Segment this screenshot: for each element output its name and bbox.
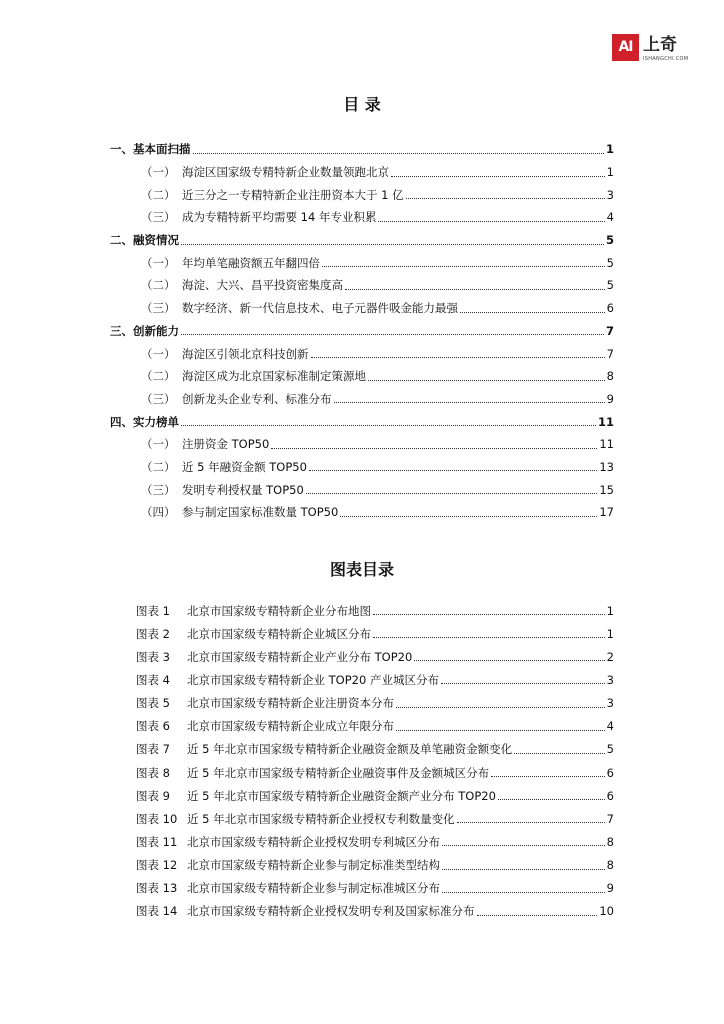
entry-page-number: 9 [606,391,614,406]
entry-number: （三） [141,210,176,225]
entry-title: 海淀、大兴、昌平投资密集度高 [182,278,343,293]
entry-number: 三、 [110,323,133,338]
dot-leader [457,822,605,823]
entry-title: 北京市国家级专精特新企业城区分布 [187,626,371,641]
entry-number: 图表 9 [136,788,170,803]
figure-entry[interactable] [136,738,614,761]
figure-entry[interactable] [136,599,614,622]
entry-page-number: 4 [606,210,614,225]
dot-leader [368,380,605,381]
dot-leader [514,753,605,754]
entry-title: 海淀区引领北京科技创新 [182,346,309,361]
dot-leader [378,221,604,222]
figure-entry[interactable] [136,830,614,853]
toc-section-entry[interactable] [110,183,614,206]
table-of-contents [110,138,614,524]
entry-number: （二） [141,459,176,474]
entry-page-number: 13 [599,459,614,474]
dot-leader [396,707,605,708]
dot-leader [414,660,604,661]
toc-section-entry[interactable] [110,206,614,229]
entry-title: 近三分之一专精特新企业注册资本大于 1 亿 [182,187,404,202]
brand-logo [612,34,694,66]
entry-title: 北京市国家级专精特新企业成立年限分布 [187,719,394,734]
dot-leader [442,845,605,846]
entry-number: 图表 1 [136,603,170,618]
entry-page-number: 8 [606,834,614,849]
entry-title: 创新能力 [133,323,179,338]
entry-page-number: 3 [606,672,614,687]
toc-section-entry[interactable] [110,342,614,365]
entry-page-number: 7 [606,811,614,826]
dot-leader [340,516,597,517]
dot-leader [442,892,605,893]
dot-leader [181,244,604,245]
entry-page-number: 5 [606,278,614,293]
entry-page-number: 4 [606,719,614,734]
toc-chapter-entry[interactable] [110,410,614,433]
entry-number: 图表 7 [136,742,170,757]
dot-leader [460,312,605,313]
toc-section-entry[interactable] [110,365,614,388]
figure-list-title: 图表目录 [329,560,394,579]
entry-number: 图表 11 [136,834,178,849]
entry-page-number: 8 [606,369,614,384]
entry-number: 图表 2 [136,626,170,641]
entry-number: 一、 [110,142,133,157]
toc-section-entry[interactable] [110,274,614,297]
dot-leader [491,776,605,777]
dot-leader [345,289,605,290]
entry-number: 图表 3 [136,649,170,664]
entry-title: 数字经济、新一代信息技术、电子元器件吸金能力最强 [182,301,458,316]
entry-number: 图表 8 [136,765,170,780]
entry-number: 二、 [110,233,133,248]
entry-number: 图表 12 [136,858,178,873]
figure-entry[interactable] [136,761,614,784]
figure-entry[interactable] [136,645,614,668]
entry-number: 图表 14 [136,904,178,919]
dot-leader [181,334,604,335]
entry-page-number: 3 [606,187,614,202]
entry-number: 图表 4 [136,672,170,687]
toc-section-entry[interactable] [110,388,614,411]
toc-section-entry[interactable] [110,251,614,274]
entry-page-number: 5 [606,255,614,270]
dot-leader [322,266,605,267]
entry-title: 发明专利授权量 TOP50 [182,482,304,497]
figure-entry[interactable] [136,692,614,715]
entry-number: （一） [141,165,176,180]
entry-title: 北京市国家级专精特新企业注册资本分布 [187,696,394,711]
dot-leader [193,153,604,154]
entry-title: 北京市国家级专精特新企业 TOP20 产业城区分布 [187,672,439,687]
dot-leader [498,799,605,800]
toc-chapter-entry[interactable] [110,229,614,252]
toc-section-entry[interactable] [110,501,614,524]
entry-title: 融资情况 [133,233,179,248]
entry-page-number: 5 [605,233,614,248]
entry-number: （二） [141,278,176,293]
entry-page-number: 1 [606,603,614,618]
entry-page-number: 1 [606,165,614,180]
dot-leader [181,425,596,426]
dot-leader [309,470,597,471]
entry-title: 近 5 年融资金额 TOP50 [182,459,307,474]
entry-title: 北京市国家级专精特新企业参与制定标准类型结构 [187,858,440,873]
entry-page-number: 11 [599,437,614,452]
entry-number: （二） [141,187,176,202]
entry-number: （三） [141,301,176,316]
toc-section-entry[interactable] [110,478,614,501]
dot-leader [396,730,605,731]
entry-page-number: 5 [606,742,614,757]
entry-page-number: 10 [599,904,614,919]
logo-name: 上奇 [643,35,677,55]
dot-leader [373,614,605,615]
figure-entry[interactable] [136,668,614,691]
entry-page-number: 17 [599,505,614,520]
entry-title: 近 5 年北京市国家级专精特新企业融资金额及单笔融资金额变化 [187,742,513,757]
entry-page-number: 6 [606,765,614,780]
figure-list [136,599,614,923]
entry-page-number: 8 [606,858,614,873]
entry-number: （一） [141,346,176,361]
entry-title: 北京市国家级专精特新企业授权发明专利及国家标准分布 [187,904,475,919]
dot-leader [441,683,605,684]
entry-title: 年均单笔融资额五年翻四倍 [182,255,320,270]
entry-title: 北京市国家级专精特新企业分布地图 [187,603,371,618]
entry-title: 近 5 年北京市国家级专精特新企业融资事件及金额城区分布 [187,765,490,780]
toc-title: 目 录 [343,95,381,114]
entry-page-number: 1 [606,626,614,641]
entry-number: 图表 5 [136,696,170,711]
entry-page-number: 1 [605,142,614,157]
entry-page-number: 15 [599,482,614,497]
dot-leader [306,493,598,494]
dot-leader [271,448,597,449]
logo-subtitle: ISHANGCHI.COM [643,56,689,62]
dot-leader [311,357,605,358]
dot-leader [391,176,605,177]
entry-page-number: 7 [605,323,614,338]
entry-title: 基本面扫描 [133,142,191,157]
entry-page-number: 7 [606,346,614,361]
dot-leader [373,637,605,638]
figure-entry[interactable] [136,622,614,645]
dot-leader [477,915,598,916]
figure-entry[interactable] [136,807,614,830]
entry-page-number: 11 [597,414,614,429]
figure-entry[interactable] [136,715,614,738]
entry-page-number: 2 [606,649,614,664]
entry-number: （三） [141,391,176,406]
entry-title: 近 5 年北京市国家级专精特新企业融资金额产业分布 TOP20 [187,788,496,803]
entry-page-number: 6 [606,788,614,803]
toc-chapter-entry[interactable] [110,138,614,161]
dot-leader [406,198,605,199]
entry-number: （三） [141,482,176,497]
toc-section-entry[interactable] [110,161,614,184]
entry-number: （二） [141,369,176,384]
figure-entry[interactable] [136,854,614,877]
logo-mark: AI [612,34,639,61]
entry-page-number: 9 [606,881,614,896]
entry-title: 创新龙头企业专利、标准分布 [182,391,332,406]
entry-title: 成为专精特新平均需要 14 年专业积累 [182,210,377,225]
entry-page-number: 3 [606,696,614,711]
entry-title: 北京市国家级专精特新企业参与制定标准城区分布 [187,881,440,896]
entry-number: 图表 13 [136,881,178,896]
figure-entry[interactable] [136,900,614,923]
entry-number: 图表 6 [136,719,170,734]
entry-number: 四、 [110,414,133,429]
toc-section-entry[interactable] [110,433,614,456]
entry-number: （一） [141,437,176,452]
entry-title: 北京市国家级专精特新企业授权发明专利城区分布 [187,834,440,849]
toc-section-entry[interactable] [110,456,614,479]
entry-title: 实力榜单 [133,414,179,429]
toc-section-entry[interactable] [110,297,614,320]
entry-title: 北京市国家级专精特新企业产业分布 TOP20 [187,649,413,664]
entry-number: （四） [141,505,176,520]
dot-leader [334,402,605,403]
toc-chapter-entry[interactable] [110,320,614,343]
entry-title: 海淀区国家级专精特新企业数量领跑北京 [182,165,389,180]
figure-entry[interactable] [136,877,614,900]
entry-title: 参与制定国家标准数量 TOP50 [182,505,339,520]
entry-number: 图表 10 [136,811,178,826]
entry-title: 近 5 年北京市国家级专精特新企业授权专利数量变化 [187,811,455,826]
entry-page-number: 6 [606,301,614,316]
entry-number: （一） [141,255,176,270]
entry-title: 注册资金 TOP50 [182,437,270,452]
entry-title: 海淀区成为北京国家标准制定策源地 [182,369,366,384]
figure-entry[interactable] [136,784,614,807]
dot-leader [442,869,605,870]
